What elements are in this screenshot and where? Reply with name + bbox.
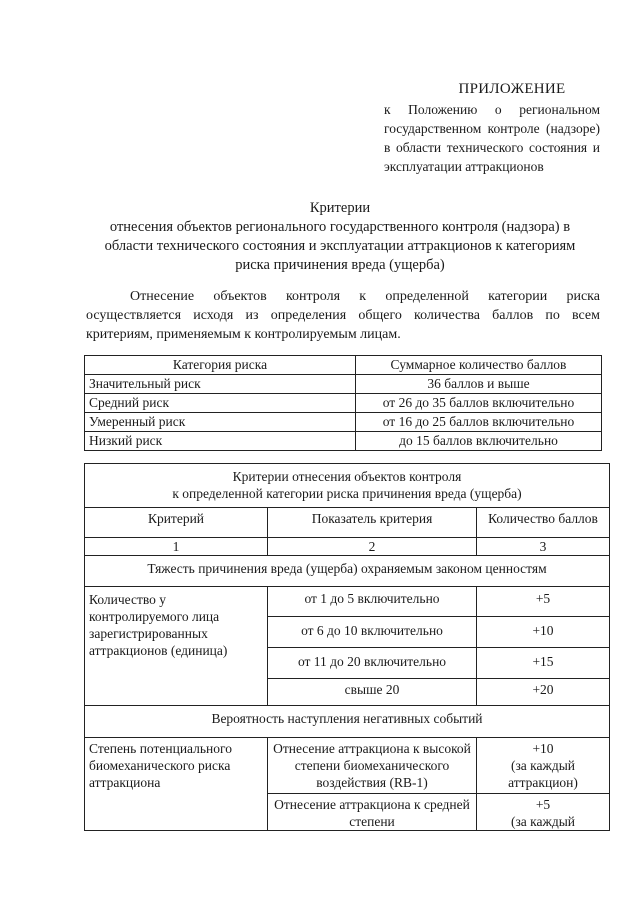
points-cell: +5 [477, 587, 610, 617]
table-row [85, 432, 602, 451]
intro-paragraph: Отнесение объектов контроля к определенной категории риска осуществляется исходя из определения общего количества баллов по всем критериям, применяемым к контролируемым лицам. [86, 289, 600, 342]
appendix-text: к Положению о региональном государственном контроле (надзоре) в области технического состояния и эксплуатации аттракционов [384, 102, 600, 174]
header-cell: Суммарное количество баллов [356, 356, 602, 375]
table-row [85, 413, 602, 432]
table-header-row [85, 508, 610, 538]
criterion-cell: Количество у контролируемого лица зарегистрированных аттракционов (единица) [85, 587, 268, 706]
table-caption-row [85, 464, 610, 508]
risk-points-cell: от 16 до 25 баллов включительно [356, 413, 602, 432]
column-number: 1 [85, 538, 268, 556]
risk-points-cell: от 26 до 35 баллов включительно [356, 394, 602, 413]
section-heading: Вероятность наступления негативных событий [85, 706, 610, 738]
risk-category-cell: Умеренный риск [85, 413, 356, 432]
risk-category-cell: Средний риск [85, 394, 356, 413]
table-row [85, 587, 610, 617]
section-heading: Тяжесть причинения вреда (ущерба) охраняемым законом ценностям [85, 556, 610, 587]
indicator-cell: от 1 до 5 включительно [268, 587, 477, 617]
header-cell: Критерий [85, 508, 268, 538]
appendix-last-line: эксплуатации аттракционов [384, 159, 544, 174]
column-number: 2 [268, 538, 477, 556]
header-cell: Категория риска [85, 356, 356, 375]
points-cell: +10 [477, 617, 610, 648]
points-cell: +15 [477, 648, 610, 679]
section-row [85, 556, 610, 587]
points-cell: +20 [477, 679, 610, 706]
header-cell: Количество баллов [477, 508, 610, 538]
indicator-cell: от 6 до 10 включительно [268, 617, 477, 648]
criterion-cell: Степень потенциального биомеханического риска аттракциона [85, 738, 268, 831]
criteria-table [84, 463, 610, 831]
document-title: Критерии отнесения объектов регионального государственного контроля (надзора) в области технического состояния и эксплуатации аттракционов к категориям риска причинения вреда (ущерба) [104, 200, 576, 273]
criteria-caption: Критерии отнесения объектов контроля к определенной категории риска причинения вреда (ущерба) [85, 464, 610, 508]
indicator-cell: Отнесение аттракциона к высокой степени биомеханического воздействия (RB-1) [268, 738, 477, 794]
risk-category-cell: Низкий риск [85, 432, 356, 451]
risk-category-table [84, 355, 602, 451]
indicator-cell: свыше 20 [268, 679, 477, 706]
points-cell: +5 (за каждый [477, 794, 610, 831]
header-cell: Показатель критерия [268, 508, 477, 538]
risk-category-cell: Значительный риск [85, 375, 356, 394]
table-row [85, 738, 610, 794]
section-row [85, 706, 610, 738]
table-row [85, 375, 602, 394]
column-number-row [85, 538, 610, 556]
points-cell: +10 (за каждый аттракцион) [477, 738, 610, 794]
indicator-cell: от 11 до 20 включительно [268, 648, 477, 679]
table-row [85, 394, 602, 413]
column-number: 3 [477, 538, 610, 556]
risk-points-cell: 36 баллов и выше [356, 375, 602, 394]
appendix-block [384, 80, 600, 176]
appendix-title: ПРИЛОЖЕНИЕ [458, 81, 566, 97]
risk-points-cell: до 15 баллов включительно [356, 432, 602, 451]
table-header-row [85, 356, 602, 375]
indicator-cell: Отнесение аттракциона к средней степени [268, 794, 477, 831]
